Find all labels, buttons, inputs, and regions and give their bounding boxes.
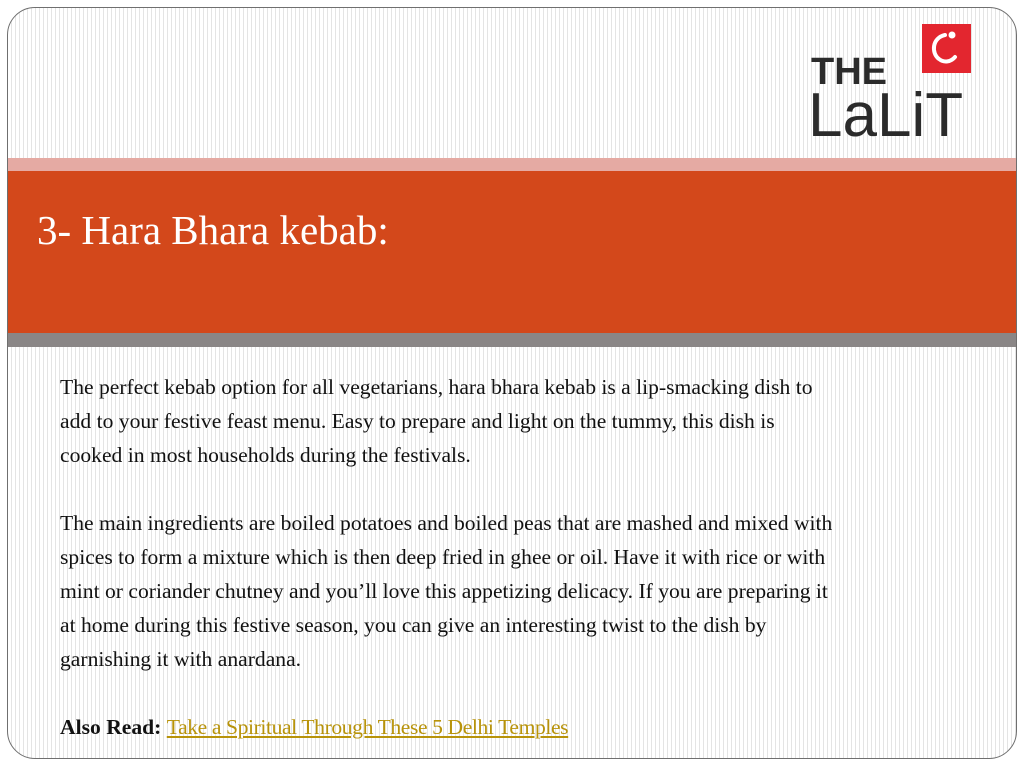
the-lalit-logo xyxy=(808,22,996,144)
also-read-label: Also Read: xyxy=(60,715,162,739)
pink-band xyxy=(8,158,1016,171)
paragraph-ingredients-line: The main ingredients are boiled potatoes and boiled peas that are mashed and mixed with xyxy=(60,511,833,535)
also-read-link[interactable]: Take a Spiritual Through These 5 Delhi Temples xyxy=(166,715,569,739)
svg-text:LaLiT: LaLiT xyxy=(808,81,964,144)
body-text xyxy=(60,370,980,744)
paragraph-intro-line: add to your festive feast menu. Easy to prepare and light on the tummy, this dish is xyxy=(60,409,775,433)
paragraph-ingredients-line: spices to form a mixture which is then deep fried in ghee or oil. Have it with rice or with xyxy=(60,545,826,569)
paragraph-ingredients-line: mint or coriander chutney and you’ll love this appetizing delicacy. If you are preparing it xyxy=(60,579,828,603)
slide xyxy=(7,7,1017,759)
svg-text:THE: THE xyxy=(811,51,887,93)
slide-title: 3- Hara Bhara kebab: xyxy=(37,207,389,253)
paragraph-ingredients-line: garnishing it with anardana. xyxy=(60,647,302,671)
paragraph-intro-line: The perfect kebab option for all vegetarians, hara bhara kebab is a lip-smacking dish to xyxy=(60,375,813,399)
paragraph-ingredients-line: at home during this festive season, you can give an interesting twist to the dish by xyxy=(60,613,767,637)
paragraph-intro-line: cooked in most households during the festivals. xyxy=(60,443,471,467)
gray-band xyxy=(8,333,1016,347)
also-read-line xyxy=(60,710,980,744)
